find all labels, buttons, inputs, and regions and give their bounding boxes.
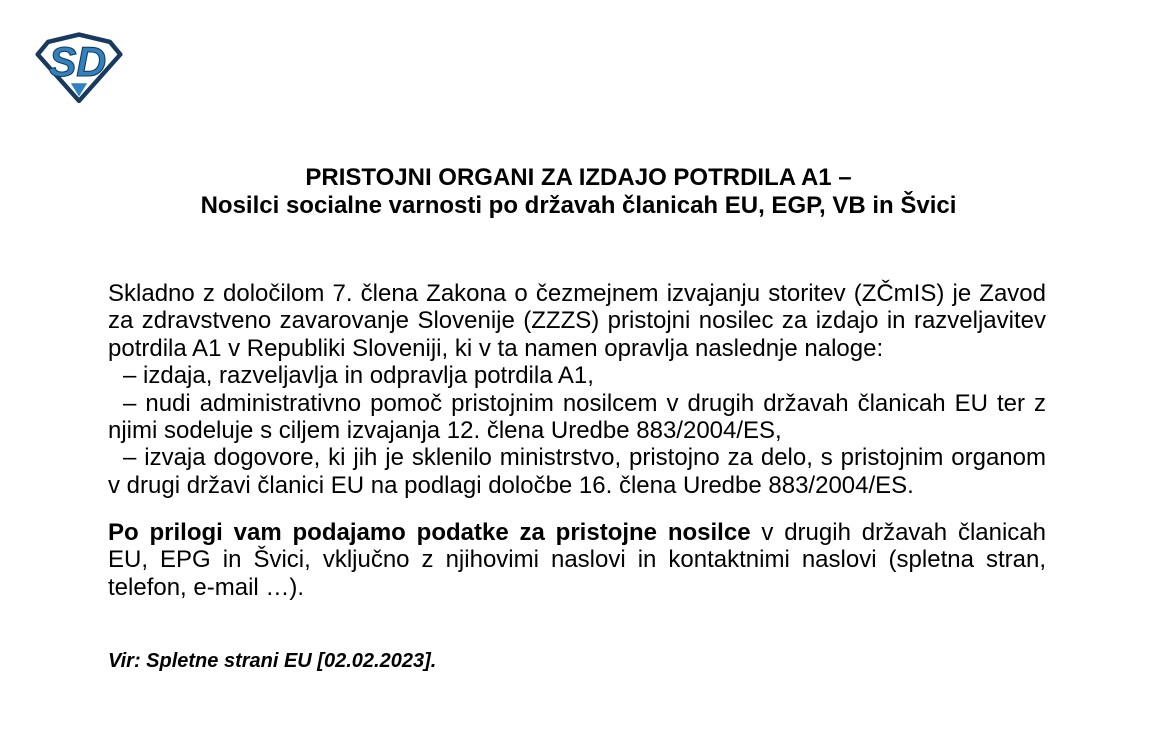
intro-section <box>108 280 1046 499</box>
annex-section <box>108 519 1046 601</box>
sd-shield-logo <box>34 30 124 104</box>
annex-paragraph <box>108 519 1046 601</box>
document-title-line1: PRISTOJNI ORGANI ZA IZDAJO POTRDILA A1 – <box>305 164 852 191</box>
document-title-line2: Nosilci socialne varnosti po državah članicah EU, EGP, VB in Švici <box>200 192 957 219</box>
source-section <box>108 649 1046 673</box>
document-title <box>0 164 1157 220</box>
annex-paragraph-bold: Po prilogi vam podajamo podatke za pristojne nosilce <box>108 519 751 546</box>
source-line: Vir: Spletne strani EU [02.02.2023]. <box>108 650 437 672</box>
intro-paragraph: Skladno z določilom 7. člena Zakona o čezmejnem izvajanju storitev (ZČmIS) je Zavod za zdravstveno zavarovanje Slovenije (ZZZS) pristojni nosilec za izdajo in razveljavitev potrdila A1 v Republiki Sloveniji, ki v ta namen opravlja naslednje naloge: <box>108 280 1046 362</box>
logo-letters: SD <box>48 38 107 85</box>
annex-paragraph-rest: v drugih državah članicah EU, EPG in Švici, vključno z njihovimi naslovi in kontaktnimi naslovi (spletna stran, telefon, e-mail …). <box>108 519 1046 601</box>
task-item: – nudi administrativno pomoč pristojnim nosilcem v drugih državah članicah EU ter z njimi sodeluje s ciljem izvajanja 12. člena Uredbe 883/2004/ES, <box>108 389 1046 445</box>
task-item: – izvaja dogovore, ki jih je sklenilo ministrstvo, pristojno za delo, s pristojnim organom v drugi državi članici EU na podlagi določbe 16. člena Uredbe 883/2004/ES. <box>108 444 1046 499</box>
task-item: – izdaja, razveljavlja in odpravlja potrdila A1, <box>123 362 594 390</box>
